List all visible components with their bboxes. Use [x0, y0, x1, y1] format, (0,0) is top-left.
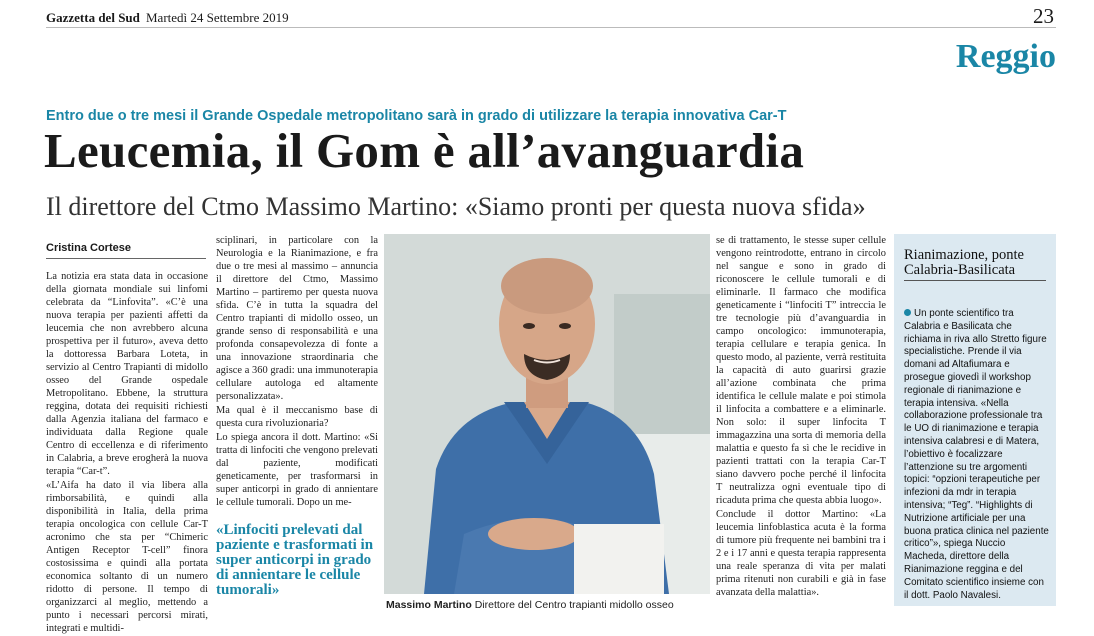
photo-caption: [386, 599, 674, 611]
doctor-portrait-illustration: [384, 234, 710, 594]
byline-divider: [46, 258, 206, 259]
paragraph: Conclude il dottor Martino: «La leucemia linfoblastica acuta è la forma di tumore più frequente nei bambini tra i 2 e i 17 anni e questa terapia rappresenta una reale speranza di vita per malati prima ritenuti non curabili e già in fase avanzata della malattia».: [716, 509, 886, 598]
paragraph: «L’Aifa ha dato il via libera alla rimborsabilità, e quindi alla disponibilità in Italia, della prima terapia oncologica con cellule Car-T acronimo che sta per “Chimeric Antigen Receptor T-cell” finora costosissima e quindi alla portata economica soltanto di un numero ridotto di persone. Il tempo di organizzarci al meglio, mettendo a punto i necessari percorsi mirati, integrati e multidi-: [46, 480, 208, 634]
paragraph: Lo spiega ancora il dott. Martino: «Si tratta di linfociti che vengono prelevati dal paziente, modificati geneticamente, per trasformarsi in super anticorpi in grado di annientare le cellule tumorali. Dopo un me-: [216, 432, 378, 508]
article-headline: Leucemia, il Gom è all’avanguardia: [44, 123, 805, 178]
sidebar-title: Rianimazione, ponte Calabria-Basilicata: [904, 247, 1024, 278]
portrait-photo: [384, 234, 710, 594]
article-column-1: [46, 270, 208, 636]
paragraph: se di trattamento, le stesse super cellule vengono reintrodotte, entrano in circolo nel sangue e sono in grado di riconoscere le cellule tumorali e di eliminarle. Il farmaco che modifica geneticamente i “linfociti T” intreccia le tre tecnologie più d’avanguardia in campo oncologico: immunoterapia, terapia cellulare e terapia genica. In questo modo, al paziente, verrà restituita la capacità di auto guarirsi grazie all’azione combinata che prima identifica le cellule malate e poi stimola il linfocita a combattere e a eliminarle. Non solo: il super linfocita T immagazzina una sorta di memoria della malattia e questo fa sì che le recidive in pazienti trattati con la terapia Car-T siano davvero poche perché il linfocita T neutralizza ogni eventuale tipo di ricaduta prima che questa abbia luogo».: [716, 235, 886, 506]
paragraph: La notizia era stata data in occasione della giornata mondiale sui linfomi celebrata da “Linfovita”. «C’è una nuova terapia per pazienti affetti da leucemia che non avrebbero alcuna prospettiva per il futuro», aveva detto la dottoressa Barbara Loteta, in servizio al Centro Trapianti di midollo osseo del Grande ospedale Metropolitano. Ebbene, la struttura reggina, dotata dei requisiti richiesti dalla Agenzia italiana del farmaco e individuata dalla Regione quale Centro di eccellenza e di riferimento in Calabria, a breve erogherà la nuova terapia “Car-t”.: [46, 271, 208, 477]
bullet-icon: [904, 309, 911, 316]
sidebar-divider: [904, 280, 1046, 281]
article-subhead: Il direttore del Ctmo Massimo Martino: «Siamo pronti per questa nuova sfida»: [46, 192, 866, 221]
article-column-2: [216, 234, 378, 510]
paragraph: Ma qual è il meccanismo base di questa cura rivoluzionaria?: [216, 405, 378, 429]
byline: Cristina Cortese: [46, 242, 131, 254]
newspaper-name: Gazzetta del Sud: [46, 10, 140, 25]
issue-date: Martedì 24 Settembre 2019: [146, 10, 289, 25]
pull-quote: «Linfociti prelevati dal paziente e trasformati in super anticorpi in grado di annientare le cellule tumorali»: [216, 522, 374, 598]
paragraph: sciplinari, in particolare con la Neurologia e la Rianimazione, e fra due o tre mesi al massimo – annuncia il direttore del Ctmo, Massimo Martino – partiremo per questa nuova sfida. C’è in tutta la squadra del Centro trapianti di midollo osseo, un grande senso di responsabilità e una profonda consapevolezza di fonte a una innovazione straordinaria che agisce a 360 gradi: una immunoterapia cellulare autologa ed altamente personalizzata».: [216, 235, 378, 402]
sidebar-body: [904, 308, 1050, 602]
page-number: 23: [1033, 4, 1054, 28]
sidebar-box: [894, 234, 1056, 606]
sidebar-text: Un ponte scientifico tra Calabria e Basilicata che richiama in riva allo Stretto figure specialistiche. Prende il via domani ad Altafiumara e prosegue giovedì il workshop regionale di rianimazione e terapia intensiva. «Nella collaborazione professionale tra le UO di rianimazione e terapia intensiva calabresi e di Matera, l’obiettivo è focalizzare l’attenzione su tre argomenti topici: “opzioni terapeutiche per infezioni da mdr in terapia intensiva; “Teg”. “Highlights di Nutrizione artificiale per una buona pratica clinica nel paziente critico”», spiega Nuccio Macheda, direttore della Rianimazione reggina e del Comitato scientifico insieme con il dott. Paolo Navalesi.: [904, 308, 1049, 601]
masthead: [46, 6, 1056, 28]
article-kicker: Entro due o tre mesi il Grande Ospedale metropolitano sarà in grado di utilizzare la terapia innovativa Car-T: [46, 108, 787, 124]
caption-name: Massimo Martino: [386, 599, 472, 611]
caption-role: Direttore del Centro trapianti midollo osseo: [474, 599, 674, 611]
section-title: Reggio: [955, 38, 1056, 75]
article-column-3: [716, 234, 886, 600]
